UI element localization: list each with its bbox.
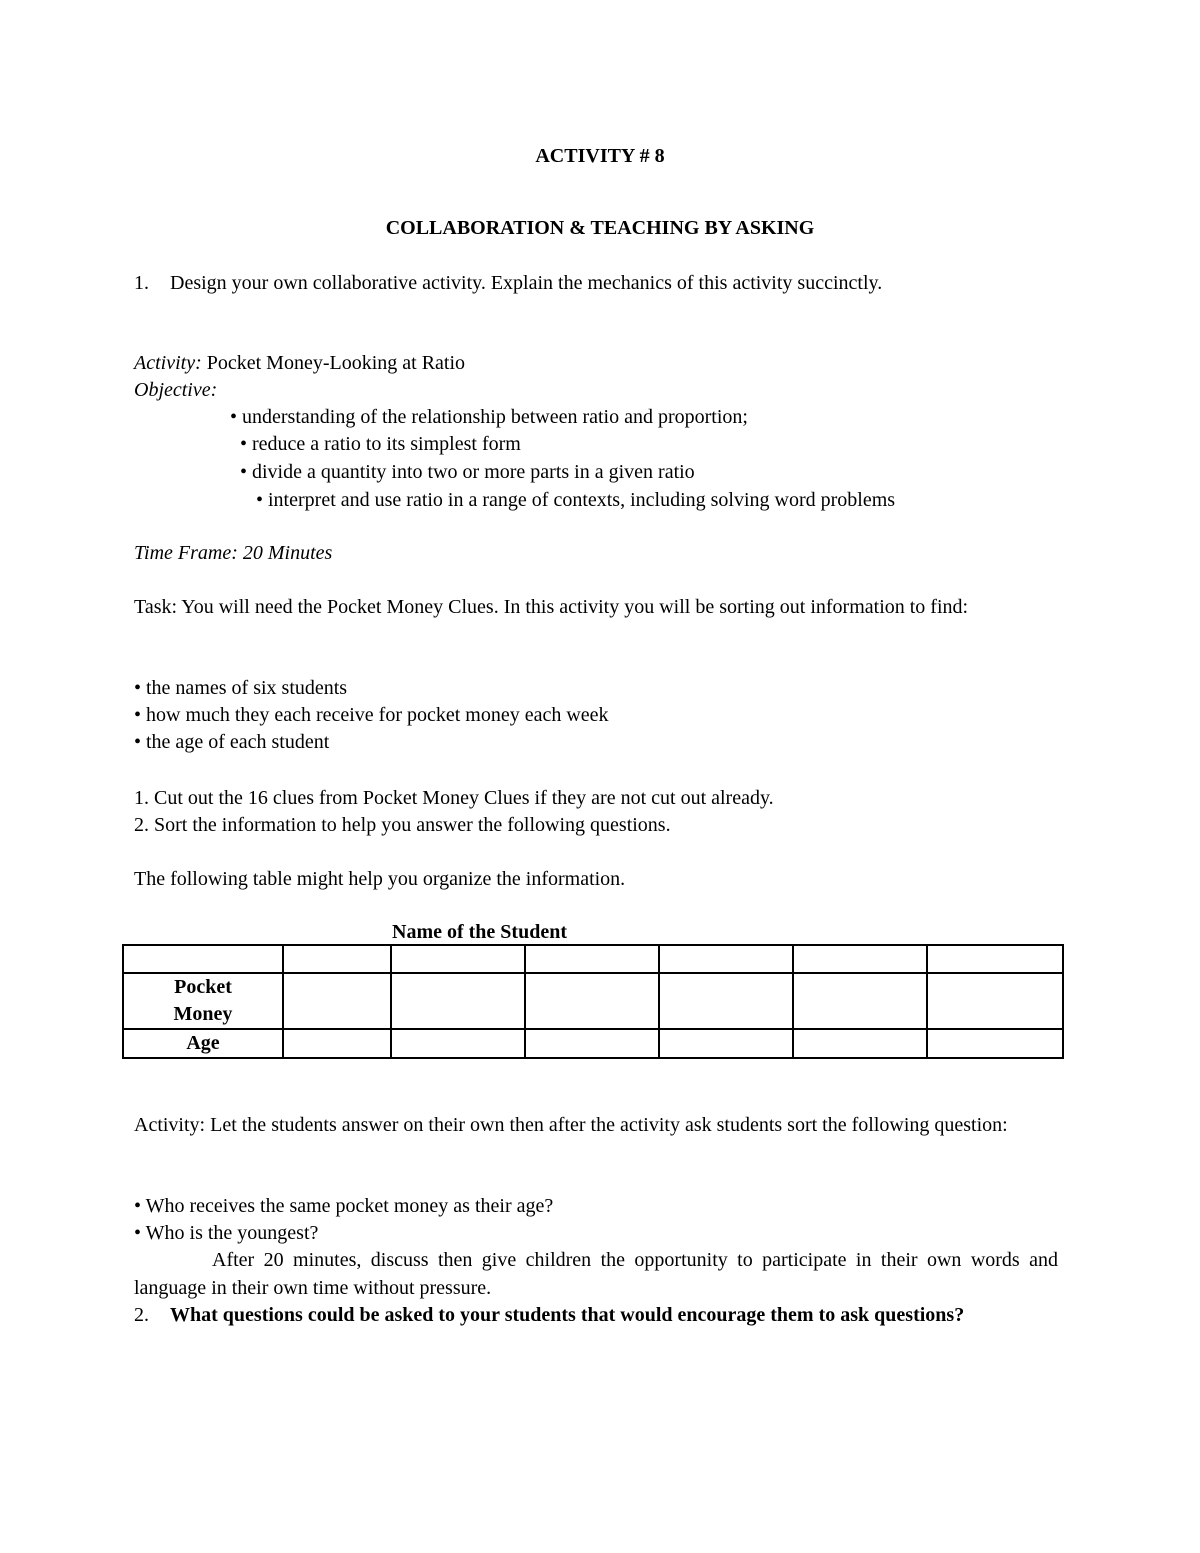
table-cell <box>283 973 391 1029</box>
objective-item: • divide a quantity into two or more parts in a given ratio <box>240 461 695 483</box>
page-title: ACTIVITY # 8 <box>535 145 665 167</box>
discussion-text: After 20 minutes, discuss then give children the opportunity to participate in their own words and language in their own time without pressure. <box>134 1249 1058 1299</box>
time-frame: Time Frame: 20 Minutes <box>134 542 333 564</box>
question-item: • Who receives the same pocket money as their age? <box>134 1195 554 1217</box>
table-cell <box>525 973 659 1029</box>
q1-number: 1. <box>134 272 149 294</box>
table-cell <box>659 1029 793 1058</box>
table-cell <box>927 973 1063 1029</box>
objective-item: • interpret and use ratio in a range of contexts, including solving word problems <box>256 489 896 511</box>
table-cell <box>391 973 525 1029</box>
question-item: • Who is the youngest? <box>134 1222 319 1244</box>
table-cell <box>283 1029 391 1058</box>
activity-value: Pocket Money-Looking at Ratio <box>201 352 466 374</box>
objective-label: Objective: <box>134 379 218 401</box>
page-subtitle: COLLABORATION & TEACHING BY ASKING <box>385 217 815 239</box>
student-table <box>122 944 1064 1059</box>
q1-text: Design your own collaborative activity. Explain the mechanics of this activity succinctly. <box>170 272 883 294</box>
table-row <box>123 945 1063 973</box>
step-item: 2. Sort the information to help you answer the following questions. <box>134 814 671 836</box>
table-cell <box>391 1029 525 1058</box>
find-item: • the names of six students <box>134 677 348 699</box>
find-item: • the age of each student <box>134 731 330 753</box>
table-row-label: Pocket Money <box>123 973 283 1029</box>
activity2-text: Activity: Let the students answer on their own then after the activity ask students sort the following question: <box>134 1114 1008 1136</box>
table-row <box>123 1029 1063 1058</box>
activity-line <box>134 349 465 377</box>
table-cell <box>793 945 927 973</box>
activity-label: Activity: <box>134 352 202 374</box>
table-cell <box>525 1029 659 1058</box>
table-row <box>123 973 1063 1029</box>
table-cell <box>793 973 927 1029</box>
table-cell <box>525 945 659 973</box>
table-cell <box>927 1029 1063 1058</box>
table-row-label <box>123 945 283 973</box>
table-caption: Name of the Student <box>392 921 567 943</box>
objective-item: • reduce a ratio to its simplest form <box>240 433 521 455</box>
table-row-label: Age <box>123 1029 283 1058</box>
table-cell <box>659 945 793 973</box>
table-cell <box>391 945 525 973</box>
step-item: 1. Cut out the 16 clues from Pocket Money Clues if they are not cut out already. <box>134 787 774 809</box>
table-cell <box>793 1029 927 1058</box>
task-text: Task: You will need the Pocket Money Clues. In this activity you will be sorting out information to find: <box>134 596 969 618</box>
table-intro: The following table might help you organize the information. <box>134 868 626 890</box>
table-cell <box>927 945 1063 973</box>
table-cell <box>283 945 391 973</box>
find-item: • how much they each receive for pocket money each week <box>134 704 609 726</box>
table-cell <box>659 973 793 1029</box>
q2-text: What questions could be asked to your students that would encourage them to ask questions? <box>170 1304 965 1326</box>
q2-number: 2. <box>134 1304 149 1326</box>
objective-item: • understanding of the relationship between ratio and proportion; <box>230 406 748 428</box>
